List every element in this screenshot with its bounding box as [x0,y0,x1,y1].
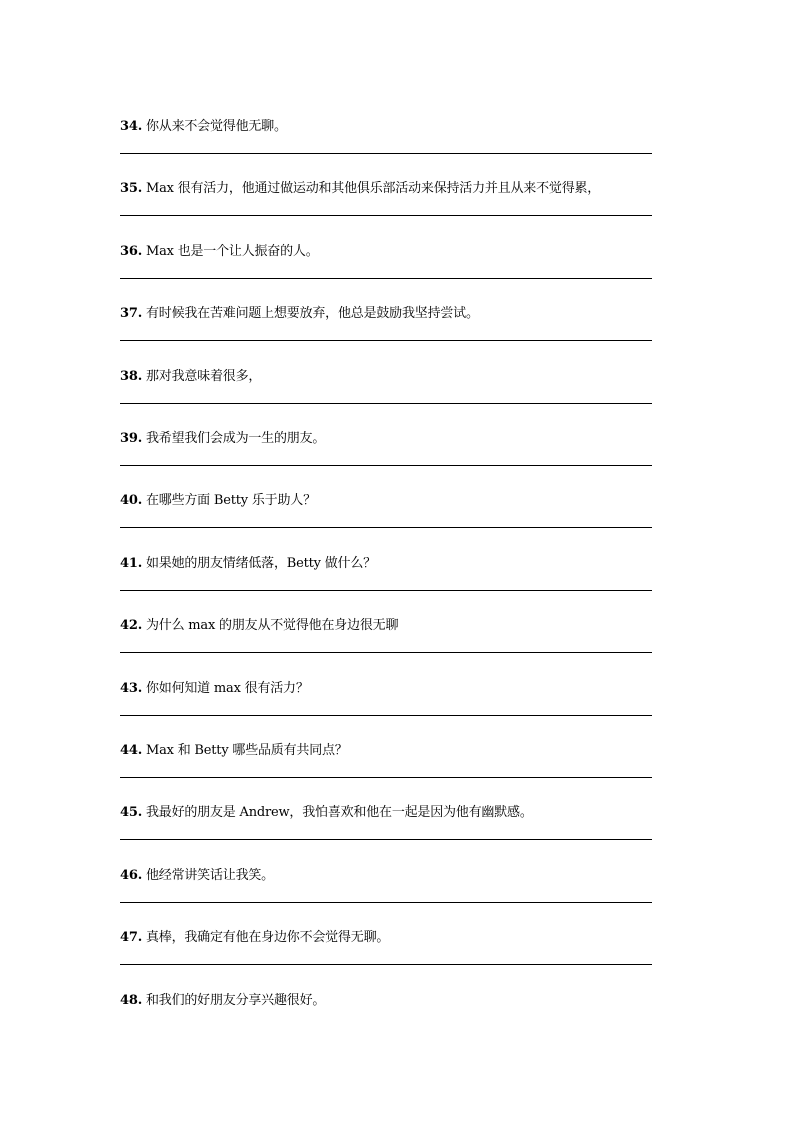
question-sentence: 为什么 max 的朋友从不觉得他在身边很无聊 [145,618,399,634]
question-item [120,804,652,866]
question-number: 40. [120,493,143,509]
question-sentence: 你如何知道 max 很有活力？ [145,680,309,696]
question-number: 44. [120,743,143,758]
question-number: 37. [120,306,143,322]
answer-line[interactable] [120,403,652,404]
answer-line[interactable] [120,590,652,591]
answer-line[interactable] [120,652,652,653]
question-item [120,368,652,430]
question-number: 41. [120,555,143,571]
answer-line[interactable] [120,465,652,466]
question-sentence: Max 和 Betty 哪些品质有共同点？ [145,743,348,758]
question-number: 38. [120,368,143,384]
question-item [120,305,652,367]
question-sentence: 真棒，我确定有他在身边你不会觉得无聊。 [145,930,390,946]
question-text [120,180,600,198]
question-sentence: 你从来不会觉得他无聊。 [145,119,287,134]
question-item [120,992,652,1054]
answer-line[interactable] [120,527,652,528]
answer-line[interactable] [120,964,652,965]
answer-line[interactable] [120,340,652,341]
question-text [120,368,261,386]
question-number: 48. [120,992,143,1008]
answer-line[interactable] [120,902,652,903]
question-text [120,992,325,1010]
question-number: 46. [120,867,143,883]
question-sentence: Max 很有活力，他通过做运动和其他俱乐部活动来保持活力并且从来不觉得累， [145,181,601,197]
answer-line[interactable] [120,839,652,840]
question-sentence: 如果她的朋友情绪低落，Betty 做什么？ [145,555,376,571]
answer-line[interactable] [120,278,652,279]
question-text [120,617,398,635]
question-text [120,680,309,698]
question-sentence: 在哪些方面 Betty 乐于助人？ [145,493,316,509]
question-item [120,180,652,242]
question-sentence: 有时候我在苦难问题上想要放弃，他总是鼓励我坚持尝试。 [145,306,479,322]
question-text [120,118,287,136]
question-number: 39. [120,431,143,446]
question-text [120,243,319,261]
question-item [120,929,652,991]
question-number: 35. [120,181,143,197]
question-item [120,118,652,180]
question-sentence: 和我们的好朋友分享兴趣很好。 [145,992,326,1008]
answer-line[interactable] [120,215,652,216]
answer-line[interactable] [120,153,652,154]
question-sentence: Max 也是一个让人振奋的人。 [145,243,319,259]
question-item [120,680,652,742]
answer-line[interactable] [120,715,652,716]
question-sentence: 他经常讲笑话让我笑。 [145,867,274,883]
question-number: 43. [120,680,143,696]
question-sentence: 我希望我们会成为一生的朋友。 [145,431,326,446]
question-item [120,867,652,929]
question-sentence: 那对我意味着很多， [145,368,262,384]
question-item [120,742,652,804]
question-number: 34. [120,119,143,134]
question-text [120,804,533,822]
question-number: 36. [120,243,143,259]
question-item [120,617,652,679]
question-number: 45. [120,805,143,821]
question-number: 47. [120,930,143,946]
question-text [120,430,325,448]
question-item [120,430,652,492]
answer-line[interactable] [120,777,652,778]
question-text [120,492,316,510]
question-number: 42. [120,618,143,634]
question-text [120,742,348,760]
question-text [120,929,389,947]
question-text [120,867,274,885]
question-item [120,243,652,305]
question-text [120,555,376,573]
question-sentence: 我最好的朋友是 Andrew，我怕喜欢和他在一起是因为他有幽默感。 [145,805,533,821]
question-text [120,305,479,323]
question-item [120,555,652,617]
question-item [120,492,652,554]
